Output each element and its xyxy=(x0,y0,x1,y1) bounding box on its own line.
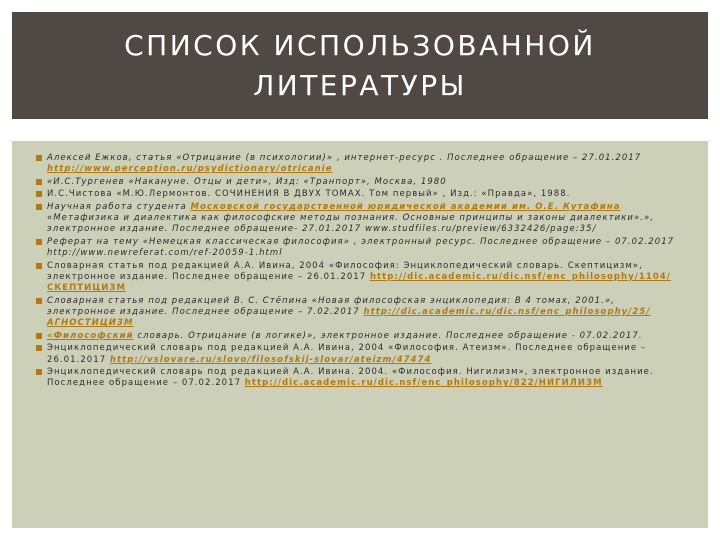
reference-item xyxy=(36,367,686,390)
reference-item xyxy=(36,202,686,236)
bullet-square-icon xyxy=(36,298,42,304)
reference-item xyxy=(36,296,686,330)
reference-text: Словарная статья под редакцией А.А. Ивина, 2004 «Философия: Энциклопедический словарь. Скептицизм», электронное издание. Последнее обращение – 26.01.2017 xyxy=(47,260,643,282)
reference-text: «Метафизика и диалектика как философские методы познания. Основные принципы и законы диалектики».», электронное издание. Последнее обращение- 27.01.2017 www.studfiles.ru/preview/6332426/page:35/ xyxy=(47,213,655,235)
bullet-square-icon xyxy=(36,191,42,197)
reference-text: Энциклопедический словарь под редакцией А.А. Ивина, 2004 «Философия. Атеизм». Последнее обращение – 26.01.2017 xyxy=(47,343,647,365)
bullet-square-icon xyxy=(36,239,42,245)
reference-item xyxy=(36,343,686,366)
reference-link[interactable]: http://vslovare.ru/slovo/filosofskij-slovar/ateizm/47474 xyxy=(109,354,432,365)
bullet-square-icon xyxy=(36,204,42,210)
reference-text: И.С.Чистова «М.Ю.Лермонтов. СОЧИНЕНИЯ В ДВУХ ТОМАХ. Том первый» , Изд.: «Правда», 1988. xyxy=(47,189,571,200)
bullet-square-icon xyxy=(36,263,42,269)
reference-list xyxy=(12,141,708,390)
bullet-square-icon xyxy=(36,345,42,351)
reference-link[interactable]: Московской государственной юридической академии им. О.Е. Кутафина xyxy=(190,201,621,212)
reference-link[interactable]: http://dic.academic.ru/dic.nsf/enc_philosophy/822/НИГИЛИЗМ xyxy=(244,378,603,389)
reference-link[interactable]: http://dic.academic.ru/dic.nsf/enc_philosophy/1104/СКЕПТИЦИЗМ xyxy=(47,271,671,294)
reference-link[interactable]: http://dic.academic.ru/dic.nsf/enc_philosophy/25/АГНОСТИЦИЗМ xyxy=(47,306,651,329)
reference-text: Энциклопедический словарь под редакцией А.А. Ивина. 2004. «Философия. Нигилизм», электронное издание. Последнее обращение – 07.02.2017 xyxy=(47,367,654,389)
bullet-square-icon xyxy=(36,179,42,185)
reference-text: Словарная статья под редакцией В. С. Стёпина «Новая философская энциклопедия: В 4 томах, 2001.», электронное издание. Последнее обращение – 7.02.2017 xyxy=(47,295,615,317)
reference-text: Реферат на тему «Немецкая классическая философия» , электронный ресурс. Последнее обращение – 07.02.2017 http://www.newreferat.com/ref-20059-1.html xyxy=(47,236,675,259)
reference-text: Научная работа студента xyxy=(47,201,191,212)
reference-text: Алексей Ежков, статья «Отрицание (в психологии)» , интернет-ресурс . Последнее обращение – 27.01.2017 xyxy=(47,153,642,163)
reference-item xyxy=(36,331,686,342)
reference-item xyxy=(36,153,686,176)
bullet-square-icon xyxy=(36,155,42,161)
title-bar xyxy=(12,12,708,119)
reference-text: словарь. Отрицание (в логике)», электронное издание. Последнее обращение - 07.02.2017. xyxy=(133,330,643,341)
bullet-square-icon xyxy=(36,369,42,375)
reference-item xyxy=(36,237,686,260)
reference-item xyxy=(36,177,686,188)
reference-item xyxy=(36,189,686,200)
content-area xyxy=(12,141,708,528)
reference-item xyxy=(36,261,686,295)
reference-link[interactable]: «Философский xyxy=(47,330,134,341)
slide-title: СПИСОК ИСПОЛЬЗОВАННОЙ ЛИТЕРАТУРЫ xyxy=(124,28,596,102)
reference-link[interactable]: http://www.perception.ru/psydictionary/otricanie xyxy=(47,164,333,175)
reference-text: «И.С.Тургенев «Накануне. Отцы и дети», Изд: «Транпорт», Москва, 1980 xyxy=(47,176,447,187)
bullet-square-icon xyxy=(36,333,42,339)
